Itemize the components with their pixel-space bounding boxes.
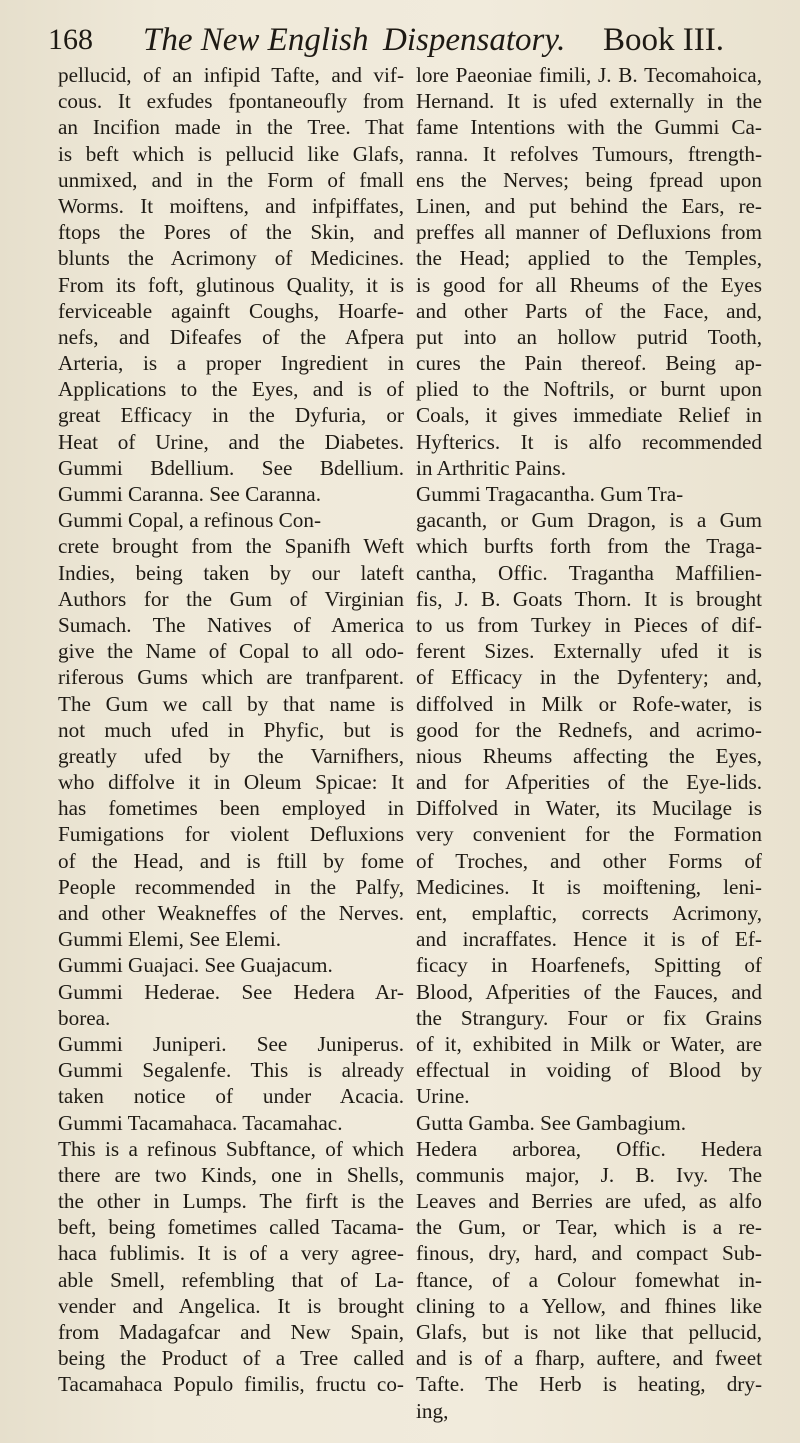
text-line: Hedera arborea, Offic. Hedera xyxy=(416,1136,762,1161)
text-line: ficacy in Hoarfenefs, Spitting of xyxy=(416,953,762,978)
text-line: Gummi Segalenfe. This is already xyxy=(58,1058,404,1083)
text-line: Hernand. It is ufed externally in the xyxy=(416,89,762,114)
text-line: The Gum we call by that name is xyxy=(58,691,404,716)
text-line: fis, J. B. Goats Thorn. It is brought xyxy=(416,586,762,611)
text-line: nefs, and Difeafes of the Afpera xyxy=(58,324,404,349)
text-line: of Efficacy in the Dyfentery; and, xyxy=(416,665,762,690)
text-line: From its foft, glutinous Quality, it is xyxy=(58,272,404,297)
text-line: ens the Nerves; being fpread upon xyxy=(416,167,762,192)
text-line: very convenient for the Formation xyxy=(416,822,762,847)
text-line: an Incifion made in the Tree. That xyxy=(58,115,404,140)
text-line: of it, exhibited in Milk or Water, are xyxy=(416,1031,762,1056)
text-line: clining to a Yellow, and fhines like xyxy=(416,1293,762,1318)
text-line: cures the Pain thereof. Being ap- xyxy=(416,351,762,376)
text-line: able Smell, refembling that of La- xyxy=(58,1267,404,1292)
text-line: ranna. It refolves Tumours, ftrength- xyxy=(416,141,762,166)
text-line: Authors for the Gum of Virginian xyxy=(58,586,404,611)
text-line: and incraffates. Hence it is of Ef- xyxy=(416,927,762,952)
text-line: the Gum, or Tear, which is a re- xyxy=(416,1215,762,1240)
text-line: of the Head, and is ftill by fome xyxy=(58,848,404,873)
text-line: Hyfterics. It is alfo recommended xyxy=(416,429,762,454)
page-number: 168 xyxy=(48,23,93,56)
text-line: Coals, it gives immediate Relief in xyxy=(416,403,762,428)
text-line: ent, emplaftic, corrects Acrimony, xyxy=(416,901,762,925)
text-line: Gummi Juniperi. See Juniperus. xyxy=(58,1031,404,1056)
text-line: Gutta Gamba. See Gambagium. xyxy=(416,1110,687,1135)
text-line: in Arthritic Pains. xyxy=(416,455,567,480)
text-line: Glafs, but is not like that pellucid, xyxy=(416,1320,762,1344)
text-line: Sumach. The Natives of America xyxy=(58,612,404,637)
text-line: preffes all manner of Defluxions from xyxy=(416,220,762,245)
text-line: gacanth, or Gum Dragon, is a Gum xyxy=(416,508,762,533)
text-line: lore Paeoniae fimili, J. B. Tecomahoica, xyxy=(416,63,762,87)
text-line: riferous Gums which are tranfparent. xyxy=(58,665,404,690)
text-line: Tacamahaca Populo fimilis, fructu co- xyxy=(58,1372,404,1397)
header-title-left: The New English xyxy=(143,22,369,58)
text-line: which burfts forth from the Traga- xyxy=(416,534,762,559)
text-line: communis major, J. B. Ivy. The xyxy=(416,1162,762,1187)
text-line: taken notice of under Acacia. xyxy=(58,1084,404,1109)
text-line: and other Parts of the Face, and, xyxy=(416,298,762,323)
text-line: greatly ufed by the Varnifhers, xyxy=(58,743,404,768)
text-line: Worms. It moiftens, and infpiffates, xyxy=(58,193,404,218)
text-line: and other Weakneffes of the Nerves. xyxy=(58,901,404,925)
text-line: is good for all Rheums of the Eyes xyxy=(416,272,762,297)
text-line: This is a refinous Subftance, of which xyxy=(58,1136,404,1161)
right-text-column xyxy=(416,62,762,1424)
header-title-right: Dispensatory. xyxy=(383,22,566,58)
text-line: Urine. xyxy=(416,1084,470,1109)
text-line: borea. xyxy=(58,1005,111,1030)
text-line: Gummi Copal, a refinous Con- xyxy=(58,508,322,533)
text-line: unmixed, and in the Form of fmall xyxy=(58,167,404,192)
text-line: Gummi Hederae. See Hedera Ar- xyxy=(58,979,404,1004)
text-line: not much ufed in Phyfic, but is xyxy=(58,717,404,742)
text-line: diffolved in Milk or Rofe-water, is xyxy=(416,691,762,716)
text-line: is beft which is pellucid like Glafs, xyxy=(58,141,404,166)
text-line: from Madagafcar and New Spain, xyxy=(58,1320,404,1344)
text-line: Applications to the Eyes, and is of xyxy=(58,377,404,402)
text-line: Fumigations for violent Defluxions xyxy=(58,822,404,847)
text-line: Heat of Urine, and the Diabetes. xyxy=(58,429,404,454)
text-line: Linen, and put behind the Ears, re- xyxy=(416,193,762,218)
text-line: blunts the Acrimony of Medicines. xyxy=(58,246,404,271)
text-line: ferent Sizes. Externally ufed it is xyxy=(416,639,762,664)
header-book-number: Book III. xyxy=(603,22,724,58)
text-line: the Head; applied to the Temples, xyxy=(416,246,762,271)
left-text-column xyxy=(58,62,404,1398)
text-line: Medicines. It is moiftening, leni- xyxy=(416,874,762,899)
text-line: Gummi Caranna. See Caranna. xyxy=(58,482,321,506)
text-line: Leaves and Berries are ufed, as alfo xyxy=(416,1189,762,1214)
text-line: Gummi Bdellium. See Bdellium. xyxy=(58,455,404,480)
text-line: the Strangury. Four or fix Grains xyxy=(416,1005,762,1030)
text-line: Blood, Afperities of the Fauces, and xyxy=(416,979,762,1004)
text-line: ferviceable againft Coughs, Hoarfe- xyxy=(58,298,404,323)
text-line: who diffolve it in Oleum Spicae: It xyxy=(58,770,404,795)
text-line: to us from Turkey in Pieces of dif- xyxy=(416,612,762,637)
text-line: nious Rheums affecting the Eyes, xyxy=(416,743,762,768)
text-line: Indies, being taken by our lateft xyxy=(58,560,404,585)
text-line: ing, xyxy=(416,1398,449,1423)
text-line: give the Name of Copal to all odo- xyxy=(58,639,404,664)
text-line: ftops the Pores of the Skin, and xyxy=(58,220,404,245)
text-line: cantha, Offic. Tragantha Maffilien- xyxy=(416,560,762,585)
text-line: Gummi Tacamahaca. Tacamahac. xyxy=(58,1110,343,1135)
text-line: pellucid, of an infipid Tafte, and vif- xyxy=(58,63,404,87)
text-line: has fometimes been employed in xyxy=(58,796,404,821)
text-line: Diffolved in Water, its Mucilage is xyxy=(416,796,762,821)
text-line: good for the Rednefs, and acrimo- xyxy=(416,717,762,742)
text-line: vender and Angelica. It is brought xyxy=(58,1293,404,1318)
text-line: ftance, of a Colour fomewhat in- xyxy=(416,1267,762,1292)
text-line: the other in Lumps. The firft is the xyxy=(58,1189,404,1214)
text-line: there are two Kinds, one in Shells, xyxy=(58,1162,404,1187)
text-line: put into an hollow putrid Tooth, xyxy=(416,324,762,349)
text-line: great Efficacy in the Dyfuria, or xyxy=(58,403,404,428)
text-line: and is of a fharp, auftere, and fweet xyxy=(416,1346,762,1371)
text-line: Gummi Elemi, See Elemi. xyxy=(58,927,282,952)
text-line: effectual in voiding of Blood by xyxy=(416,1058,762,1083)
text-line: finous, dry, hard, and compact Sub- xyxy=(416,1241,762,1266)
text-line: Arteria, is a proper Ingredient in xyxy=(58,351,404,376)
text-line: fame Intentions with the Gummi Ca- xyxy=(416,115,762,140)
text-line: beft, being fometimes called Tacama- xyxy=(58,1215,404,1240)
text-line: Gummi Guajaci. See Guajacum. xyxy=(58,953,333,978)
text-line: of Troches, and other Forms of xyxy=(416,848,762,873)
text-line: haca fublimis. It is of a very agree- xyxy=(58,1241,404,1266)
text-line: People recommended in the Palfy, xyxy=(58,874,404,899)
text-line: cous. It exfudes fpontaneoufly from xyxy=(58,89,404,114)
text-line: crete brought from the Spanifh Weft xyxy=(58,534,404,559)
text-line: being the Product of a Tree called xyxy=(58,1346,404,1371)
text-line: plied to the Noftrils, or burnt upon xyxy=(416,377,762,402)
text-line: Gummi Tragacantha. Gum Tra- xyxy=(416,482,684,506)
text-line: and for Afperities of the Eye-lids. xyxy=(416,770,762,795)
text-line: Tafte. The Herb is heating, dry- xyxy=(416,1372,762,1397)
running-header xyxy=(48,14,788,66)
